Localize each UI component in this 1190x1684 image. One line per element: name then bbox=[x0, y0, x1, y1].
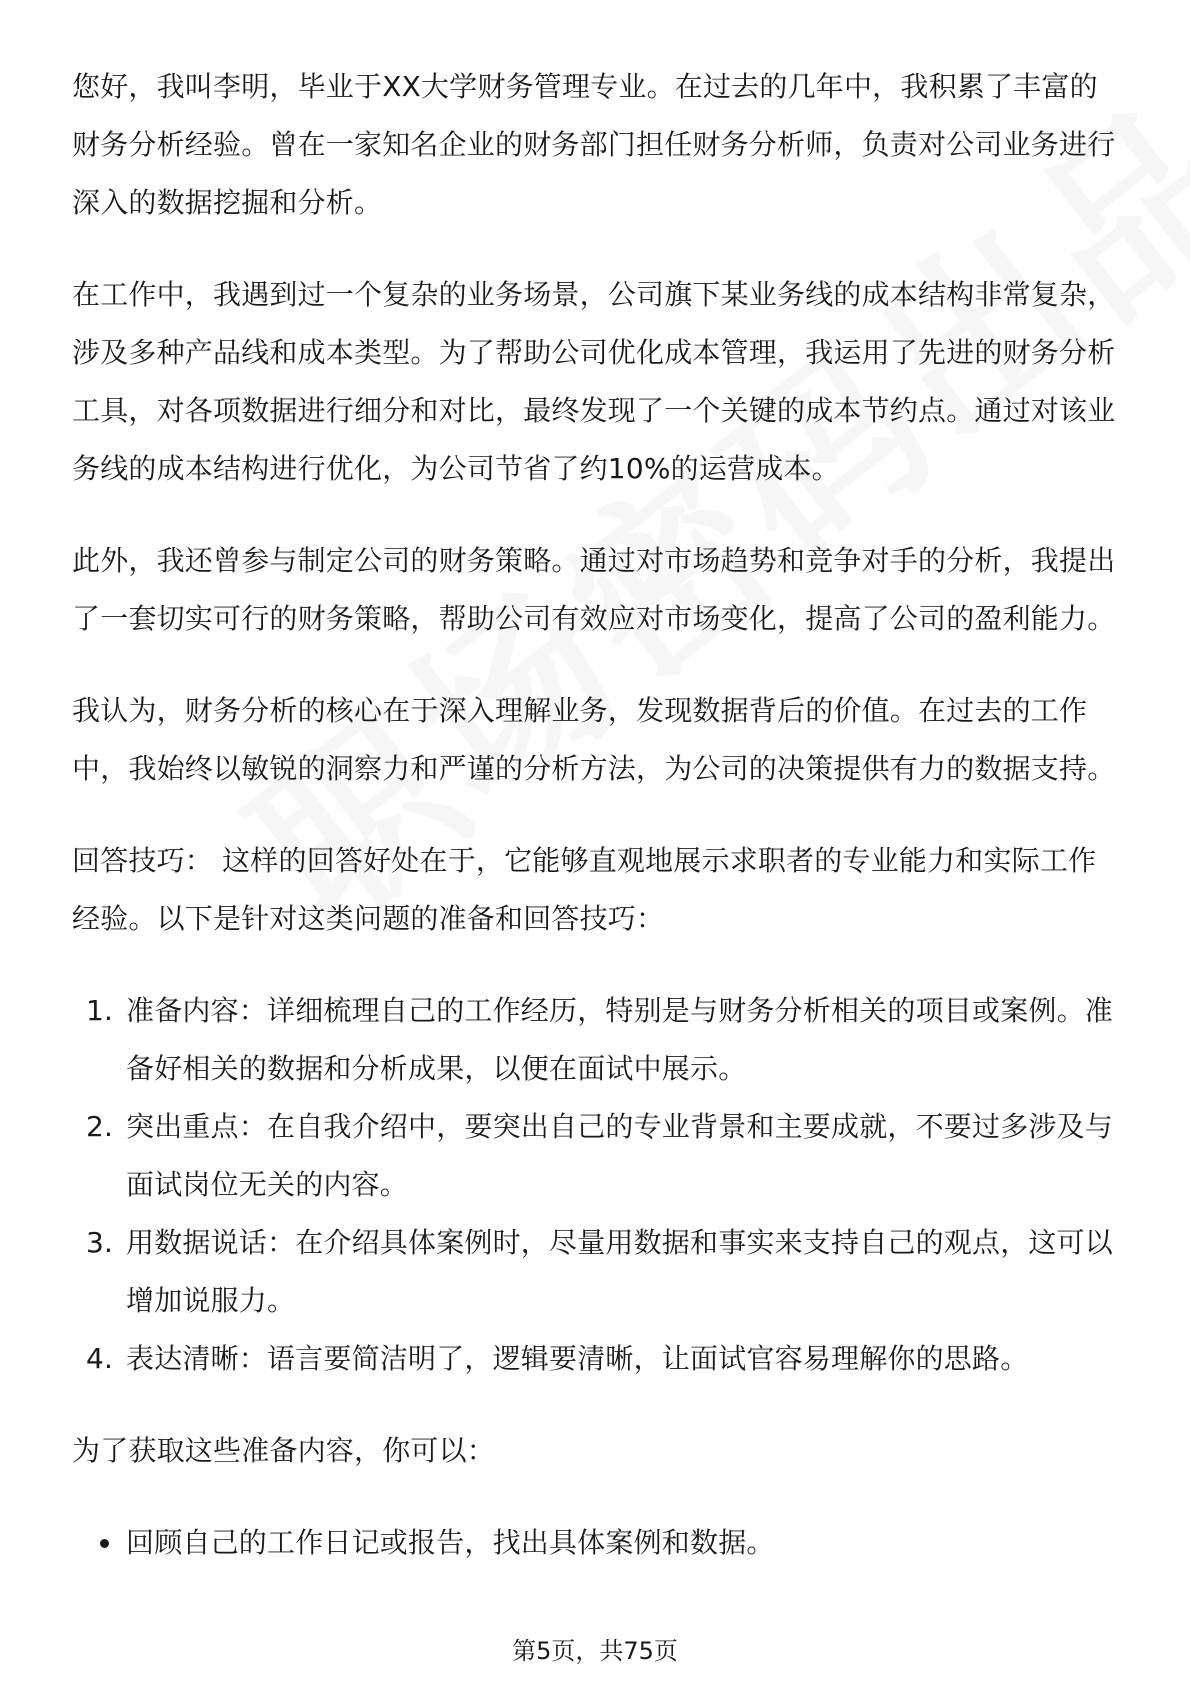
paragraph-strategy: 此外，我还曾参与制定公司的财务策略。通过对市场趋势和竞争对手的分析，我提出了一套切实可行的财务策略，帮助公司有效应对市场变化，提高了公司的盈利能力。 bbox=[72, 544, 1116, 635]
paragraph-core-view: 我认为，财务分析的核心在于深入理解业务，发现数据背后的价值。在过去的工作中，我始终以敏锐的洞察力和严谨的分析方法，为公司的决策提供有力的数据支持。 bbox=[72, 694, 1116, 785]
bullet-item-text: 回顾自己的工作日记或报告，找出具体案例和数据。 bbox=[126, 1526, 775, 1559]
list-item-text: 突出重点：在自我介绍中，要突出自己的专业背景和主要成就，不要过多涉及与面试岗位无关的内容。 bbox=[126, 1110, 1114, 1201]
list-item bbox=[72, 1330, 1122, 1388]
tips-list bbox=[72, 982, 1122, 1388]
paragraph-answer-tips: 回答技巧： 这样的回答好处在于，它能够直观地展示求职者的专业能力和实际工作经验。以下是针对这类问题的准备和回答技巧： bbox=[72, 844, 1097, 935]
list-item-text: 表达清晰：语言要简洁明了，逻辑要清晰，让面试官容易理解你的思路。 bbox=[126, 1342, 1029, 1375]
list-item-text: 用数据说话：在介绍具体案例时，尽量用数据和事实来支持自己的观点，这可以增加说服力。 bbox=[126, 1226, 1114, 1317]
list-item bbox=[72, 982, 1122, 1098]
list-number: 1. bbox=[86, 994, 114, 1027]
list-number: 3. bbox=[86, 1226, 114, 1259]
paragraph-prep-intro: 为了获取这些准备内容，你可以： bbox=[72, 1434, 496, 1467]
paragraph-intro: 您好，我叫李明，毕业于XX大学财务管理专业。在过去的几年中，我积累了丰富的财务分析经验。曾在一家知名企业的财务部门担任财务分析师，负责对公司业务进行深入的数据挖掘和分析。 bbox=[72, 70, 1116, 219]
document-body bbox=[72, 58, 1122, 1572]
list-number: 2. bbox=[86, 1110, 114, 1143]
prep-bullet-list bbox=[72, 1514, 1122, 1572]
list-number: 4. bbox=[86, 1342, 114, 1375]
list-item bbox=[72, 1098, 1122, 1214]
bullet-item bbox=[72, 1514, 1122, 1572]
list-item bbox=[72, 1214, 1122, 1330]
paragraph-cost-case: 在工作中，我遇到过一个复杂的业务场景，公司旗下某业务线的成本结构非常复杂，涉及多种产品线和成本类型。为了帮助公司优化成本管理，我运用了先进的财务分析工具，对各项数据进行细分和对比，最终发现了一个关键的成本节约点。通过对该业务线的成本结构进行优化，为公司节省了约10%的运营成本。 bbox=[72, 278, 1116, 485]
list-item-text: 准备内容：详细梳理自己的工作经历，特别是与财务分析相关的项目或案例。准备好相关的数据和分析成果，以便在面试中展示。 bbox=[126, 994, 1114, 1085]
bullet-dot-icon bbox=[100, 1539, 109, 1548]
page-number-footer: 第5页，共75页 bbox=[512, 1637, 678, 1665]
